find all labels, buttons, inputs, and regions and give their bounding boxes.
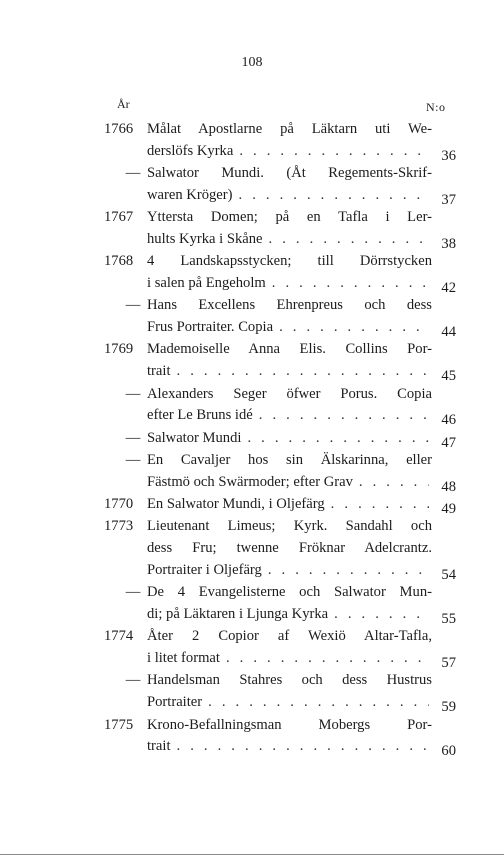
dot-leader — [272, 273, 429, 295]
entry-line: trait — [147, 738, 171, 755]
entry-description — [147, 626, 432, 670]
entry-year: 1773 — [104, 518, 134, 535]
page-number: 108 — [241, 55, 263, 70]
catalogue-entry — [104, 670, 456, 714]
entry-number: 45 — [441, 368, 456, 385]
ditto-dash: — — [125, 429, 141, 446]
entry-line: hults Kyrka i Skåne — [147, 230, 263, 247]
entry-year: 1768 — [104, 253, 134, 270]
entry-description — [147, 428, 432, 450]
entry-description — [147, 251, 432, 295]
ditto-dash: — — [125, 165, 141, 182]
catalogue-entry — [104, 516, 456, 581]
entry-line: Portraiter — [147, 694, 203, 711]
entry-line: Fästmö och Swärmoder; efter Grav — [147, 473, 353, 490]
catalogue-entry — [104, 715, 456, 759]
entry-line: 4 Landskapsstycken; till Dörrstycken — [147, 253, 432, 270]
entry-line: i salen på Engeholm — [147, 275, 266, 292]
entry-description — [147, 516, 432, 581]
entry-line: efter Le Bruns idé — [147, 407, 253, 424]
entry-description — [147, 670, 432, 714]
entry-line: Målat Apostlarne på Läktarn uti We- — [147, 121, 432, 137]
catalogue-entry — [104, 207, 456, 251]
entry-description — [147, 384, 432, 428]
entry-line: Hans Excellens Ehrenpreus och dess — [147, 297, 432, 314]
entry-line: dess Fru; twenne Fröknar Adelcrantz. — [147, 540, 432, 557]
catalogue-entry — [104, 163, 456, 207]
catalogue-entry — [104, 119, 456, 163]
entry-number: 42 — [441, 280, 456, 297]
catalogue-entry — [104, 251, 456, 295]
entry-number: 60 — [441, 743, 456, 760]
year-column-header: År — [117, 97, 130, 111]
entry-year: 1767 — [104, 209, 134, 226]
dot-leader — [359, 472, 429, 494]
entry-description — [147, 450, 432, 494]
entry-line: En Salwator Mundi, i Oljefärg — [147, 496, 325, 513]
entry-description — [147, 295, 432, 339]
dot-leader — [247, 428, 429, 450]
dot-leader — [239, 185, 430, 207]
entry-number: 59 — [441, 699, 456, 716]
entry-year: 1770 — [104, 496, 134, 513]
entry-line: waren Kröger) — [147, 186, 233, 203]
entry-number: 55 — [441, 611, 456, 628]
entry-line: De 4 Evangelisterne och Salwator Mun- — [147, 584, 432, 601]
ditto-dash: — — [125, 451, 141, 468]
catalogue-entry — [104, 582, 456, 626]
entry-line: Salwator Mundi — [147, 429, 242, 446]
entry-number: 37 — [441, 191, 456, 208]
dot-leader — [279, 317, 429, 339]
catalogue-entry — [104, 626, 456, 670]
entry-number: 54 — [441, 566, 456, 583]
dot-leader — [268, 560, 429, 582]
entry-line: trait — [147, 363, 171, 380]
entry-line: Salwator Mundi. (Åt Regements-Skrif- — [147, 165, 432, 182]
entry-line: di; på Läktaren i Ljunga Kyrka — [147, 606, 329, 623]
dot-leader — [208, 692, 429, 714]
dot-leader — [239, 141, 429, 163]
entry-description — [147, 207, 432, 251]
entry-line: Åter 2 Copior af Wexiö Altar-Tafla, — [147, 628, 432, 645]
entry-number: 48 — [441, 478, 456, 495]
catalogue-entry — [104, 339, 456, 383]
entry-year: 1766 — [104, 121, 134, 137]
entry-description — [147, 339, 432, 383]
dot-leader — [177, 736, 429, 758]
catalogue-entry — [104, 428, 456, 450]
page-bottom-rule — [0, 854, 504, 855]
ditto-dash: — — [125, 672, 141, 689]
entry-line: i litet format — [147, 650, 220, 667]
entry-line: Handelsman Stahres och dess Hustrus — [147, 672, 432, 689]
entry-line: En Cavaljer hos sin Älskarinna, eller — [147, 451, 432, 468]
entry-line: Frus Portraiter. Copia — [147, 319, 274, 336]
entry-number: 47 — [441, 434, 456, 451]
entry-description — [147, 163, 432, 207]
ditto-dash: — — [125, 584, 141, 601]
entry-number: 57 — [441, 655, 456, 672]
entry-number: 36 — [441, 147, 456, 164]
dot-leader — [334, 604, 429, 626]
entry-year: 1775 — [104, 716, 134, 733]
number-column-header: N:o — [426, 100, 446, 114]
ditto-dash: — — [125, 297, 141, 314]
catalogue-entry — [104, 450, 456, 494]
entry-line: Krono-Befallningsman Mobergs Por- — [147, 716, 432, 733]
entry-number: 38 — [441, 235, 456, 252]
catalogue-entry — [104, 494, 456, 516]
dot-leader — [259, 405, 429, 427]
entry-line: derslöfs Kyrka — [147, 142, 234, 159]
catalogue-entry — [104, 295, 456, 339]
entry-number: 44 — [441, 324, 456, 341]
entry-line: Portraiter i Oljefärg — [147, 561, 262, 578]
entry-description — [147, 494, 432, 516]
entry-description — [147, 582, 432, 626]
dot-leader — [226, 648, 429, 670]
entry-line: Yttersta Domen; på en Tafla i Ler- — [147, 209, 432, 226]
catalogue-list — [104, 119, 456, 758]
entry-line: Lieutenant Limeus; Kyrk. Sandahl och — [147, 518, 432, 535]
dot-leader — [331, 494, 429, 516]
entry-line: Alexanders Seger öfwer Porus. Copia — [147, 385, 432, 402]
entry-description — [147, 715, 432, 759]
entry-number: 46 — [441, 412, 456, 429]
entry-year: 1774 — [104, 628, 134, 645]
catalogue-entry — [104, 384, 456, 428]
entry-year: 1769 — [104, 341, 134, 358]
ditto-dash: — — [125, 385, 141, 402]
dot-leader — [269, 229, 429, 251]
entry-line: Mademoiselle Anna Elis. Collins Por- — [147, 341, 432, 358]
entry-number: 49 — [441, 501, 456, 518]
dot-leader — [177, 361, 429, 383]
entry-description — [147, 119, 432, 163]
